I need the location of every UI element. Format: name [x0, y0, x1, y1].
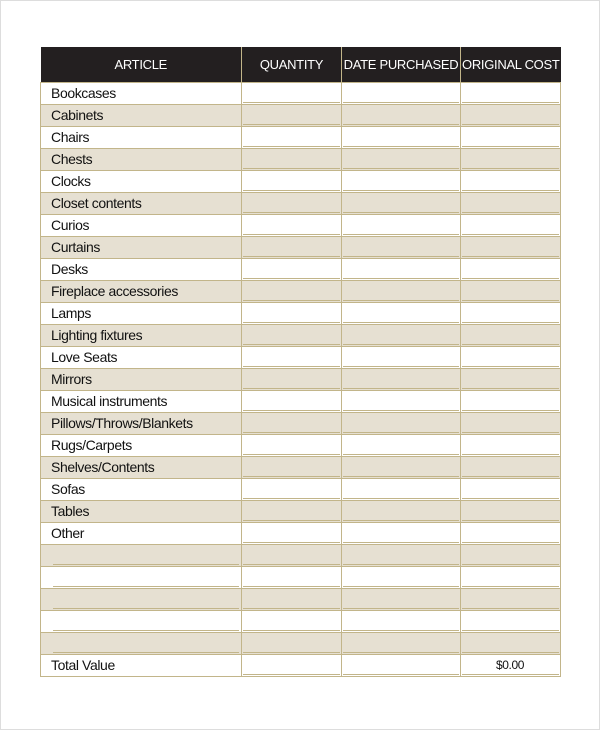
article-label: Musical instruments	[51, 393, 168, 409]
original-cost-cell	[461, 655, 561, 677]
quantity-input[interactable]	[243, 567, 340, 587]
quantity-input[interactable]	[243, 655, 340, 675]
date-purchased-cell	[342, 127, 461, 149]
article-cell	[41, 655, 242, 677]
article-cell	[41, 435, 242, 457]
original-cost-cell	[461, 347, 561, 369]
article-cell	[41, 523, 242, 545]
table-row	[41, 171, 561, 193]
date-purchased-cell	[342, 479, 461, 501]
article-cell	[41, 589, 242, 611]
quantity-cell	[242, 457, 342, 479]
date-purchased-cell	[342, 633, 461, 655]
header-original-cost: ORIGINAL COST	[461, 47, 561, 83]
date-purchased-input[interactable]	[343, 523, 459, 543]
original-cost-cell	[461, 259, 561, 281]
date-purchased-input[interactable]	[343, 501, 459, 521]
date-purchased-cell	[342, 237, 461, 259]
date-purchased-input[interactable]	[343, 391, 459, 411]
article-label: Tables	[51, 503, 90, 519]
original-cost-cell	[461, 105, 561, 127]
quantity-cell	[242, 611, 342, 633]
date-purchased-cell	[342, 281, 461, 303]
table-row	[41, 259, 561, 281]
quantity-cell	[242, 237, 342, 259]
article-cell	[41, 611, 242, 633]
article-cell	[41, 479, 242, 501]
table-row	[41, 281, 561, 303]
article-cell	[41, 259, 242, 281]
original-cost-input[interactable]	[462, 259, 559, 279]
original-cost-cell	[461, 83, 561, 105]
quantity-input[interactable]	[243, 303, 340, 323]
date-purchased-input[interactable]	[343, 259, 459, 279]
quantity-input[interactable]	[243, 171, 340, 191]
article-label: Mirrors	[51, 371, 92, 387]
date-purchased-input[interactable]	[343, 127, 459, 147]
article-cell	[41, 325, 242, 347]
table-row	[41, 325, 561, 347]
original-cost-input[interactable]	[462, 83, 559, 103]
date-purchased-input[interactable]	[343, 281, 459, 301]
quantity-input[interactable]	[243, 391, 340, 411]
original-cost-cell	[461, 413, 561, 435]
article-cell	[41, 215, 242, 237]
date-purchased-cell	[342, 523, 461, 545]
table-row	[41, 589, 561, 611]
quantity-input[interactable]	[243, 523, 340, 543]
table-row	[41, 479, 561, 501]
table-row	[41, 391, 561, 413]
original-cost-cell	[461, 611, 561, 633]
original-cost-cell	[461, 127, 561, 149]
original-cost-cell	[461, 435, 561, 457]
quantity-cell	[242, 193, 342, 215]
date-purchased-cell	[342, 545, 461, 567]
original-cost-input[interactable]	[462, 347, 559, 367]
article-cell	[41, 545, 242, 567]
date-purchased-input[interactable]	[343, 589, 459, 609]
quantity-cell	[242, 347, 342, 369]
header-row	[41, 47, 561, 83]
header-quantity: QUANTITY	[242, 47, 342, 83]
quantity-input[interactable]	[243, 347, 340, 367]
article-cell	[41, 105, 242, 127]
original-cost-input[interactable]	[462, 193, 559, 213]
quantity-cell	[242, 149, 342, 171]
date-purchased-cell	[342, 193, 461, 215]
article-label: Fireplace accessories	[51, 283, 178, 299]
date-purchased-cell	[342, 501, 461, 523]
date-purchased-cell	[342, 347, 461, 369]
original-cost-cell	[461, 325, 561, 347]
table-row	[41, 567, 561, 589]
date-purchased-cell	[342, 303, 461, 325]
date-purchased-input[interactable]	[343, 347, 459, 367]
quantity-input[interactable]	[243, 369, 340, 389]
quantity-cell	[242, 501, 342, 523]
date-purchased-cell	[342, 325, 461, 347]
article-cell	[41, 171, 242, 193]
date-purchased-input[interactable]	[343, 567, 459, 587]
quantity-input[interactable]	[243, 259, 340, 279]
article-label: Clocks	[51, 173, 91, 189]
original-cost-cell	[461, 149, 561, 171]
quantity-cell	[242, 567, 342, 589]
quantity-input[interactable]	[243, 413, 340, 433]
original-cost-cell	[461, 369, 561, 391]
article-cell	[41, 303, 242, 325]
original-cost-cell	[461, 589, 561, 611]
date-purchased-cell	[342, 457, 461, 479]
quantity-input[interactable]	[243, 105, 340, 125]
quantity-cell	[242, 435, 342, 457]
quantity-cell	[242, 633, 342, 655]
date-purchased-cell	[342, 435, 461, 457]
date-purchased-input[interactable]	[343, 413, 459, 433]
quantity-cell	[242, 391, 342, 413]
article-label: Cabinets	[51, 107, 104, 123]
article-label: Closet contents	[51, 195, 142, 211]
original-cost-input[interactable]	[462, 611, 559, 631]
original-cost-input[interactable]	[462, 457, 559, 477]
article-cell	[41, 369, 242, 391]
article-label: Pillows/Throws/Blankets	[51, 415, 193, 431]
date-purchased-cell	[342, 259, 461, 281]
article-cell	[41, 237, 242, 259]
original-cost-cell	[461, 567, 561, 589]
date-purchased-input[interactable]	[343, 611, 459, 631]
quantity-input[interactable]	[243, 457, 340, 477]
date-purchased-input[interactable]	[343, 149, 459, 169]
table-row	[41, 633, 561, 655]
table-row	[41, 545, 561, 567]
article-label: Curios	[51, 217, 90, 233]
quantity-cell	[242, 325, 342, 347]
quantity-cell	[242, 479, 342, 501]
date-purchased-input[interactable]	[343, 633, 459, 653]
article-input[interactable]	[53, 567, 239, 587]
original-cost-input[interactable]	[462, 391, 559, 411]
date-purchased-input[interactable]	[343, 545, 459, 565]
quantity-input[interactable]	[243, 633, 340, 653]
original-cost-input[interactable]	[462, 545, 559, 565]
article-label: Lamps	[51, 305, 92, 321]
original-cost-cell	[461, 171, 561, 193]
original-cost-cell	[461, 237, 561, 259]
quantity-input[interactable]	[243, 281, 340, 301]
original-cost-input[interactable]	[462, 281, 559, 301]
quantity-cell	[242, 127, 342, 149]
quantity-cell	[242, 171, 342, 193]
date-purchased-input[interactable]	[343, 479, 459, 499]
article-label: Chests	[51, 151, 93, 167]
table-row	[41, 127, 561, 149]
original-cost-cell	[461, 523, 561, 545]
article-cell	[41, 127, 242, 149]
table-row	[41, 149, 561, 171]
article-cell	[41, 149, 242, 171]
table-row	[41, 501, 561, 523]
date-purchased-input[interactable]	[343, 237, 459, 257]
date-purchased-cell	[342, 105, 461, 127]
header-date-purchased: DATE PURCHASED	[342, 47, 461, 83]
article-cell	[41, 413, 242, 435]
article-label: Other	[51, 525, 85, 541]
original-cost-input[interactable]	[462, 413, 559, 433]
date-purchased-input[interactable]	[343, 303, 459, 323]
date-purchased-cell	[342, 413, 461, 435]
date-purchased-input[interactable]	[343, 215, 459, 235]
quantity-cell	[242, 523, 342, 545]
article-cell	[41, 193, 242, 215]
original-cost-input[interactable]	[462, 589, 559, 609]
quantity-input[interactable]	[243, 325, 340, 345]
article-input[interactable]	[53, 545, 239, 565]
original-cost-input[interactable]	[462, 303, 559, 323]
original-cost-input[interactable]	[462, 325, 559, 345]
quantity-cell	[242, 281, 342, 303]
article-cell	[41, 281, 242, 303]
article-label: Love Seats	[51, 349, 118, 365]
original-cost-input[interactable]	[462, 479, 559, 499]
quantity-input[interactable]	[243, 611, 340, 631]
article-label: Shelves/Contents	[51, 459, 155, 475]
original-cost-cell	[461, 281, 561, 303]
table-row	[41, 237, 561, 259]
quantity-cell	[242, 369, 342, 391]
original-cost-cell	[461, 391, 561, 413]
date-purchased-input[interactable]	[343, 171, 459, 191]
total-row	[41, 655, 561, 677]
quantity-input[interactable]	[243, 501, 340, 521]
date-purchased-input[interactable]	[343, 457, 459, 477]
article-label: Chairs	[51, 129, 90, 145]
table-row	[41, 369, 561, 391]
article-cell	[41, 83, 242, 105]
original-cost-input[interactable]	[462, 633, 559, 653]
quantity-input[interactable]	[243, 127, 340, 147]
total-original-cost: $0.00	[495, 658, 524, 672]
table-row	[41, 457, 561, 479]
date-purchased-input[interactable]	[343, 435, 459, 455]
quantity-input[interactable]	[243, 149, 340, 169]
date-purchased-cell	[342, 655, 461, 677]
original-cost-input[interactable]	[462, 501, 559, 521]
article-cell	[41, 391, 242, 413]
original-cost-cell	[461, 303, 561, 325]
original-cost-input[interactable]	[462, 149, 559, 169]
date-purchased-cell	[342, 215, 461, 237]
quantity-cell	[242, 655, 342, 677]
table-row	[41, 215, 561, 237]
table-row	[41, 523, 561, 545]
table-row	[41, 347, 561, 369]
original-cost-cell	[461, 479, 561, 501]
article-cell	[41, 347, 242, 369]
quantity-cell	[242, 259, 342, 281]
date-purchased-input[interactable]	[343, 193, 459, 213]
header-article: ARTICLE	[41, 47, 242, 83]
quantity-input[interactable]	[243, 435, 340, 455]
date-purchased-input[interactable]	[343, 369, 459, 389]
table-row	[41, 193, 561, 215]
inventory-table	[40, 47, 561, 677]
article-cell	[41, 501, 242, 523]
quantity-cell	[242, 303, 342, 325]
article-input[interactable]	[53, 633, 239, 653]
article-label: Bookcases	[51, 85, 116, 101]
date-purchased-cell	[342, 391, 461, 413]
quantity-cell	[242, 83, 342, 105]
date-purchased-cell	[342, 171, 461, 193]
date-purchased-input[interactable]	[343, 655, 459, 675]
quantity-cell	[242, 215, 342, 237]
original-cost-cell	[461, 633, 561, 655]
article-label: Rugs/Carpets	[51, 437, 132, 453]
quantity-input[interactable]	[243, 215, 340, 235]
original-cost-cell	[461, 501, 561, 523]
original-cost-input[interactable]	[462, 171, 559, 191]
article-input[interactable]	[53, 589, 239, 609]
total-label: Total Value	[51, 657, 115, 673]
article-cell	[41, 457, 242, 479]
original-cost-cell	[461, 215, 561, 237]
date-purchased-cell	[342, 589, 461, 611]
original-cost-cell	[461, 457, 561, 479]
original-cost-cell	[461, 545, 561, 567]
date-purchased-cell	[342, 611, 461, 633]
date-purchased-cell	[342, 567, 461, 589]
original-cost-input[interactable]	[462, 369, 559, 389]
original-cost-cell	[461, 193, 561, 215]
quantity-input[interactable]	[243, 479, 340, 499]
table-row	[41, 435, 561, 457]
original-cost-input[interactable]	[462, 237, 559, 257]
original-cost-input[interactable]	[462, 105, 559, 125]
date-purchased-cell	[342, 149, 461, 171]
original-cost-input[interactable]	[462, 127, 559, 147]
article-cell	[41, 567, 242, 589]
date-purchased-input[interactable]	[343, 105, 459, 125]
date-purchased-input[interactable]	[343, 325, 459, 345]
article-label: Lighting fixtures	[51, 327, 143, 343]
quantity-input[interactable]	[243, 237, 340, 257]
original-cost-input[interactable]	[462, 567, 559, 587]
date-purchased-cell	[342, 369, 461, 391]
original-cost-input[interactable]	[462, 435, 559, 455]
quantity-input[interactable]	[243, 545, 340, 565]
article-cell	[41, 633, 242, 655]
quantity-cell	[242, 105, 342, 127]
quantity-cell	[242, 413, 342, 435]
date-purchased-cell	[342, 83, 461, 105]
quantity-input[interactable]	[243, 589, 340, 609]
table-row	[41, 83, 561, 105]
table-row	[41, 105, 561, 127]
original-cost-input[interactable]	[462, 523, 559, 543]
quantity-input[interactable]	[243, 83, 340, 103]
table-row	[41, 413, 561, 435]
table-row	[41, 611, 561, 633]
original-cost-input[interactable]	[462, 215, 559, 235]
quantity-input[interactable]	[243, 193, 340, 213]
quantity-cell	[242, 589, 342, 611]
table-row	[41, 303, 561, 325]
date-purchased-input[interactable]	[343, 83, 459, 103]
quantity-cell	[242, 545, 342, 567]
article-input[interactable]	[53, 611, 239, 631]
article-label: Desks	[51, 261, 88, 277]
article-label: Curtains	[51, 239, 100, 255]
article-label: Sofas	[51, 481, 85, 497]
